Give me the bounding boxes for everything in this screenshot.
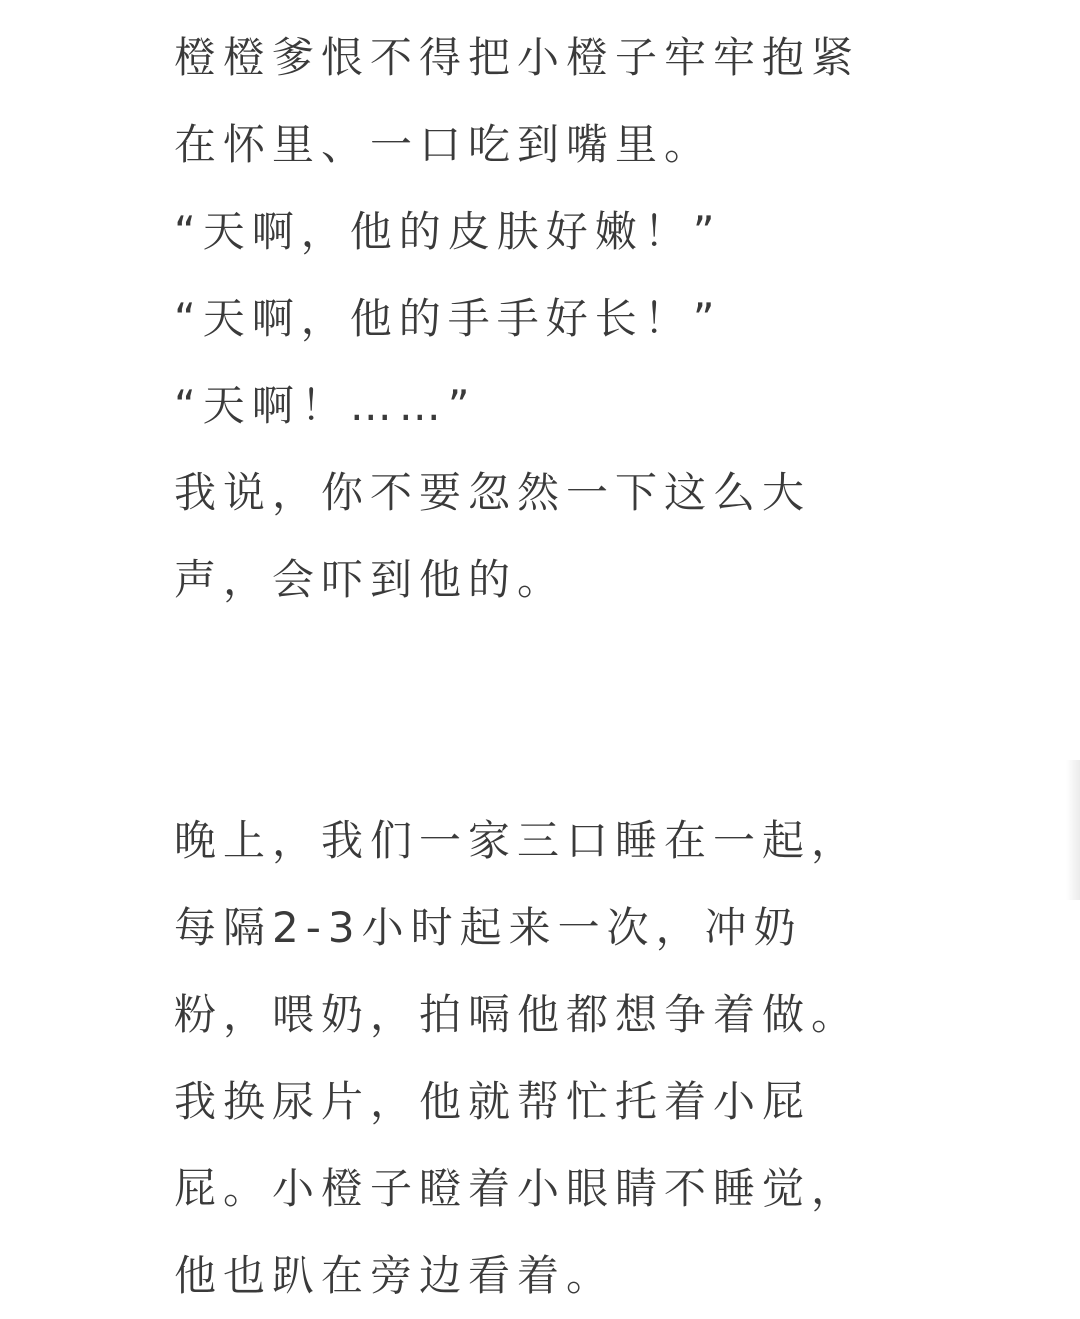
text-line: 屁。小橙子瞪着小眼睛不睡觉， (174, 1164, 861, 1213)
text-line: 我说，你不要忽然一下这么大 (174, 468, 812, 517)
text-line: “天啊，他的手手好长！” (174, 294, 722, 343)
paragraph-spacer (174, 623, 914, 797)
text-line: 粉，喂奶，拍嗝他都想争着做。 (174, 990, 861, 1039)
text-line: 在怀里、一口吃到嘴里。 (174, 120, 714, 169)
text-line: “天啊，他的皮肤好嫩！” (174, 207, 722, 256)
edge-shadow (1066, 760, 1080, 900)
paragraph-1 (174, 14, 914, 623)
text-line: 每隔2-3小时起来一次，冲奶 (174, 903, 803, 952)
article-body (174, 14, 914, 1319)
text-line: 声，会吓到他的。 (174, 555, 567, 604)
text-line: 他也趴在旁边看着。 (174, 1251, 616, 1300)
text-line: 橙橙爹恨不得把小橙子牢牢抱紧 (174, 33, 861, 82)
text-line: 我换尿片，他就帮忙托着小屁 (174, 1077, 812, 1126)
text-line: “天啊！……” (174, 381, 477, 430)
paragraph-2 (174, 797, 914, 1319)
text-line: 晚上，我们一家三口睡在一起， (174, 816, 861, 865)
